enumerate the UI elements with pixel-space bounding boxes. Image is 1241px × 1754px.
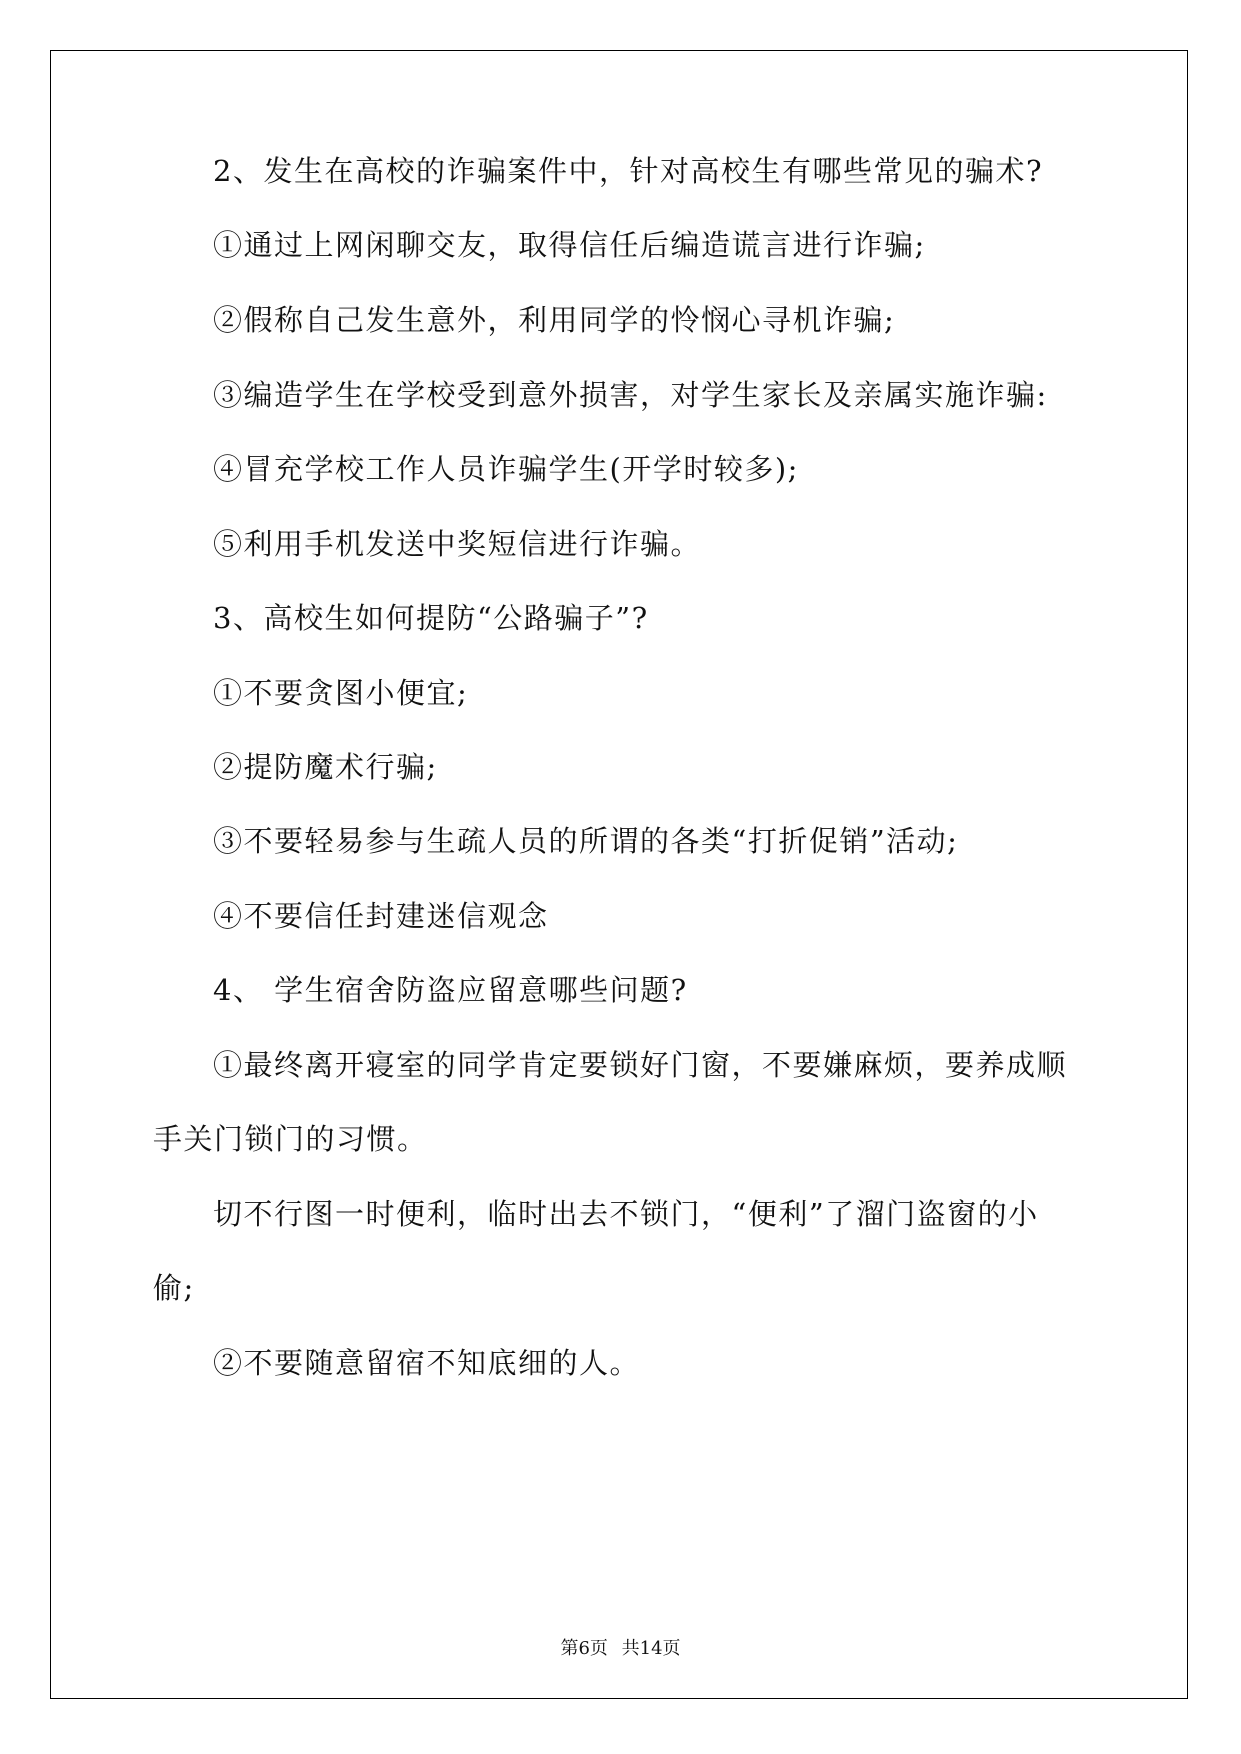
list-item: ③编造学生在学校受到意外损害，对学生家长及亲属实施诈骗:: [213, 378, 1048, 412]
paragraph-line: 偷;: [153, 1271, 195, 1305]
list-item: ①通过上网闲聊交友，取得信任后编造谎言进行诈骗;: [213, 228, 926, 262]
list-item: ⑤利用手机发送中奖短信进行诈骗。: [213, 527, 702, 561]
question-3-heading: 3、高校生如何提防“公路骗子”?: [213, 601, 649, 635]
question-2-heading: 2、发生在高校的诈骗案件中，针对高校生有哪些常见的骗术?: [213, 154, 1043, 188]
question-4-heading: 4、 学生宿舍防盗应留意哪些问题?: [213, 973, 688, 1007]
list-item: ②假称自己发生意外，利用同学的怜悯心寻机诈骗;: [213, 303, 896, 337]
page-border: [50, 50, 1188, 1699]
paragraph-line: 手关门锁门的习惯。: [153, 1122, 428, 1156]
list-item: ①不要贪图小便宜;: [213, 676, 469, 710]
paragraph-line: 切不行图一时便利，临时出去不锁门，“便利”了溜门盗窗的小: [213, 1197, 1039, 1231]
paragraph-line: ①最终离开寝室的同学肯定要锁好门窗，不要嫌麻烦，要养成顺: [213, 1048, 1068, 1082]
list-item: ③不要轻易参与生疏人员的所谓的各类“打折促销”活动;: [213, 824, 959, 858]
page-footer: [0, 1634, 1241, 1660]
list-item: ④不要信任封建迷信观念: [213, 899, 549, 933]
total-pages: 共14页: [621, 1638, 681, 1659]
list-item: ②提防魔术行骗;: [213, 750, 438, 784]
list-item: ④冒充学校工作人员诈骗学生(开学时较多);: [213, 452, 799, 486]
page-number: 第6页: [560, 1638, 608, 1659]
list-item: ②不要随意留宿不知底细的人。: [213, 1346, 641, 1380]
